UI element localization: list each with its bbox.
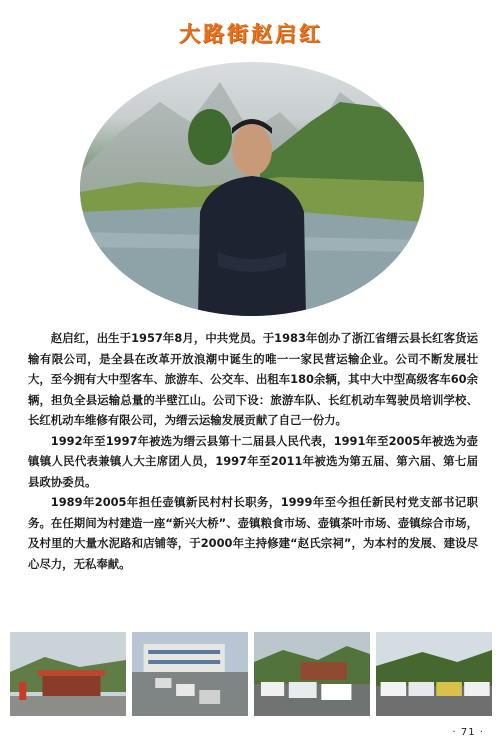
paragraph: 1989年2005年担任壶镇新民村村长职务，1999年至今担任新民村党支部书记职务。在任期间为村建造一座“新兴大桥”、壶镇粮食市场、壶镇茶叶市场、壶镇综合市场，及村里的大量水泥路和店铺等，于2000年主持修建“赵氏宗祠”，为本村的发展、建设尽心尽力，无私奉献。 [28, 495, 478, 571]
page-number: · 71 · [452, 727, 484, 738]
photo-company-gate [10, 632, 126, 716]
photo-parked-buses-hills [254, 632, 370, 716]
paragraph: 赵启红，出生于1957年8月，中共党员。于1983年创办了浙江省缙云县长红客货运输有限公司，是全县在改革开放浪潮中诞生的唯一一家民营运输企业。公司不断发展壮大，至今拥有大中型客车、旅游车、公交车、出租车180余辆，其中大中型高级客车60余辆，担负全县运输总量的半壁江山。公司下设：旅游车队、长红机动车驾驶员培训学校、长红机动车维修有限公司，为缙云运输发展贡献了自己一份力。 [28, 331, 478, 427]
paragraph: 1992年至1997年被选为缙云县第十二届县人民代表，1991年至2005年被选为壶镇镇人民代表兼镇人大主席团人员，1997年至2011年被选为第五届、第六届、第七届县政协委员。 [28, 433, 478, 489]
biography-text [28, 328, 478, 574]
portrait-photo [80, 62, 424, 316]
page-title: 大路街赵启红 [179, 22, 323, 46]
photo-buses-row [376, 632, 492, 716]
photo-strip [10, 632, 492, 716]
photo-parked-buses-building [132, 632, 248, 716]
